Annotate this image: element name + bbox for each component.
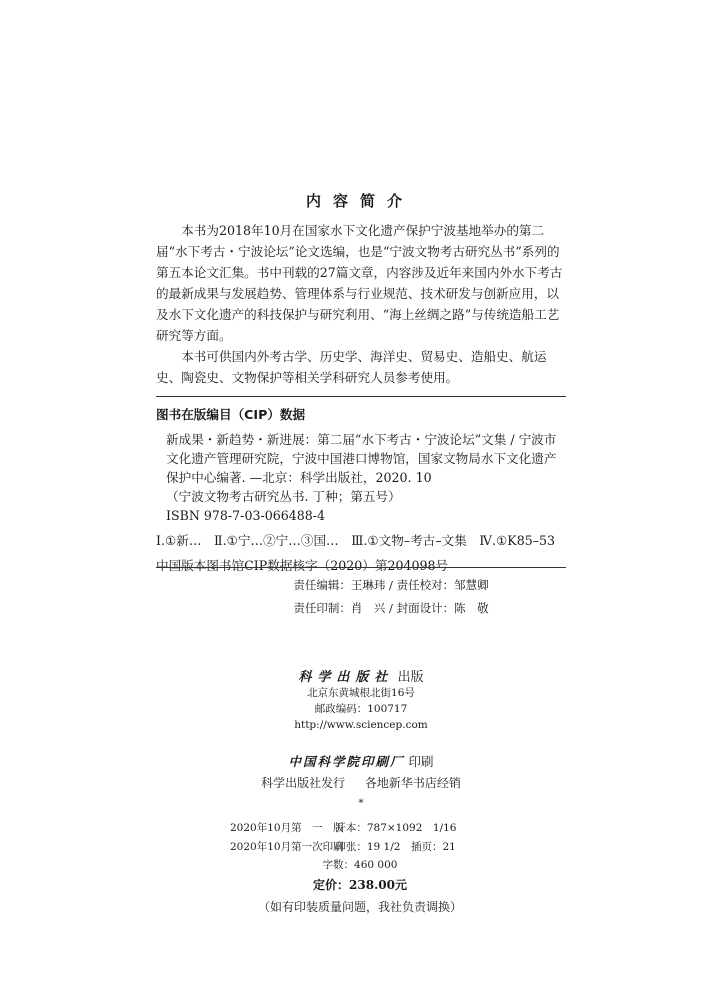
printer-line xyxy=(156,752,566,770)
publisher-address: 北京东黄城根北街16号 xyxy=(307,687,415,699)
separator-star: * xyxy=(358,798,364,809)
publisher-role: 出版 xyxy=(397,670,424,685)
publisher-url: http://www.sciencep.com xyxy=(294,719,428,731)
distribution-seller: 各地新华书店经销 xyxy=(364,776,461,790)
credits-production-line: 责任印制：肖 兴 / 封面设计：陈 敬 xyxy=(293,601,489,615)
cip-block xyxy=(156,405,566,575)
cip-number: 中国版本图书馆CIP数据核字（2020）第204098号 xyxy=(156,558,449,573)
publisher-name: 科学出版社 xyxy=(298,670,394,685)
edition-row xyxy=(230,838,456,857)
edition-table xyxy=(230,819,456,857)
book-price: 定价：238.00元 xyxy=(313,878,407,892)
publisher-postcode: 邮政编码：100717 xyxy=(314,703,408,715)
cip-bottom-rule xyxy=(156,567,566,568)
printing-date: 2020年10月第一次印刷 xyxy=(230,841,344,853)
cip-series: （宁波文物考古研究丛书. 丁种；第五号） xyxy=(166,489,401,504)
cip-classification: Ⅰ.①新… Ⅱ.①宁…②宁…③国… Ⅲ.①文物–考古–文集 Ⅳ.①K85–53 xyxy=(156,533,556,548)
summary-section xyxy=(156,220,566,388)
edition-row xyxy=(230,819,456,838)
printer-role: 印刷 xyxy=(408,754,434,769)
cip-top-rule xyxy=(156,396,566,397)
credits-block xyxy=(156,574,566,620)
edition-date: 2020年10月第 一 版 xyxy=(230,822,344,834)
publisher-block xyxy=(156,666,566,733)
edition-format: 开本：787×1092 1/16 xyxy=(335,822,457,834)
summary-paragraph-2: 本书可供国内外考古学、历史学、海洋史、贸易史、造船史、航运史、陶瓷史、文物保护等相关学科研究人员参考使用。 xyxy=(156,349,547,385)
credits-editor-line: 责任编辑：王琳玮 / 责任校对：邹慧卿 xyxy=(293,578,489,592)
quality-notice: （如有印装质量问题，我社负责调换） xyxy=(257,900,462,914)
word-count: 字数：460 000 xyxy=(322,859,398,871)
printer-name: 中国科学院印刷厂 xyxy=(288,754,405,769)
summary-title: 内容简介 xyxy=(305,192,414,210)
cip-description: 新成果・新趋势・新进展：第二届“水下考古・宁波论坛”文集 / 宁波市文化遗产管理研究院，宁波中国港口博物馆，国家文物局水下文化遗产保护中心编著. —北京：科学出版社，2020. 10 xyxy=(166,432,557,485)
summary-paragraph-1: 本书为2018年10月在国家水下文化遗产保护宁波基地举办的第二届“水下考古・宁波论坛”论文选编，也是“宁波文物考古研究丛书”系列的第五本论文汇集。书中刊载的27篇文章，内容涉及近年来国内外水下考古的最新成果与发展趋势、管理体系与行业规范、技术研发与创新应用，以及水下文化遗产的科技保护与研究利用、“海上丝绸之路”与传统造船工艺研究等方面。 xyxy=(156,223,563,343)
cip-header: 图书在版编目（CIP）数据 xyxy=(156,407,306,422)
distribution-issuer: 科学出版社发行 xyxy=(261,776,346,790)
distribution-line xyxy=(156,774,566,791)
cip-isbn: ISBN 978-7-03-066488-4 xyxy=(166,508,326,523)
printing-sheets: 印张：19 1/2 插页：21 xyxy=(335,841,456,853)
